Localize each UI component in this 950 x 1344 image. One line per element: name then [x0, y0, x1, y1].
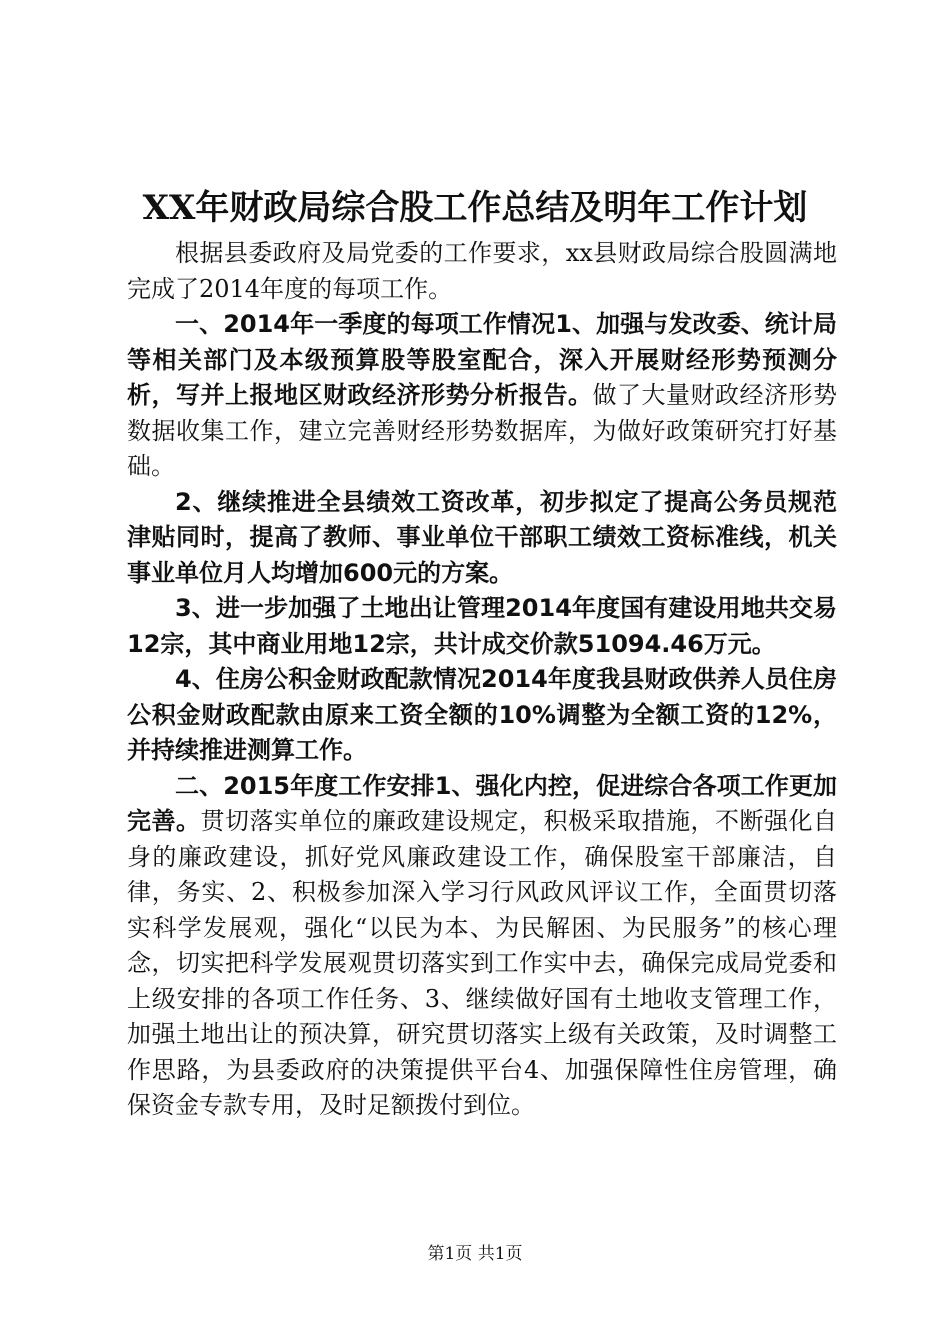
- item-two-paragraph: [127, 485, 837, 592]
- paragraph-text: 3、进一步加强了土地出让管理2014年度国有建设用地共交易12宗，其中商业用地12宗，共计成交价款51094.46万元。: [127, 594, 837, 658]
- item-four-paragraph: [127, 662, 837, 769]
- document-body: [127, 236, 837, 1124]
- page-title: XX年财政局综合股工作总结及明年工作计划: [142, 188, 808, 228]
- section-one-paragraph: [127, 307, 837, 485]
- paragraph-text: 二、2015年度工作安排1、强化内控，促进综合各项工作更加完善。: [127, 771, 837, 835]
- paragraph-text: 一、2014年一季度的每项工作情况1、加强与发改委、统计局等相关部门及本级预算股等股室配合，深入开展财经形势预测分析，写并上报地区财政经济形势分析报告。: [127, 310, 837, 409]
- paragraph-text: 根据县委政府及局党委的工作要求，xx县财政局综合股圆满地完成了2014年度的每项工作。: [127, 239, 837, 303]
- item-three-paragraph: [127, 591, 837, 662]
- section-two-paragraph: [127, 769, 837, 1124]
- paragraph-text: 4、住房公积金财政配款情况2014年度我县财政供养人员住房公积金财政配款由原来工资全额的10%调整为全额工资的12%，并持续推进测算工作。: [127, 665, 837, 764]
- intro-paragraph: [127, 236, 837, 307]
- paragraph-text: 贯切落实单位的廉政建设规定，积极采取措施，不断强化自身的廉政建设，抓好党风廉政建设工作，确保股室干部廉洁，自律，务实、2、积极参加深入学习行风政风评议工作，全面贯切落实科学发展观，强化“以民为本、为民解困、为民服务”的核心理念，切实把科学发展观贯切落实到工作实中去，确保完成局党委和上级安排的各项工作任务、3、继续做好国有土地收支管理工作，加强土地出让的预决算，研究贯切落实上级有关政策，及时调整工作思路，为县委政府的决策提供平台4、加强保障性住房管理，确保资金专款专用，及时足额拨付到位。: [127, 807, 837, 1119]
- paragraph-text: 做了大量财政经济形势数据收集工作，建立完善财经形势数据库，为做好政策研究打好基础。: [127, 381, 837, 480]
- paragraph-text: 2、继续推进全县绩效工资改革，初步拟定了提高公务员规范津贴同时，提高了教师、事业单位干部职工绩效工资标准线，机关事业单位月人均增加600元的方案。: [127, 487, 837, 587]
- page-footer: 第1页 共1页: [427, 1244, 523, 1264]
